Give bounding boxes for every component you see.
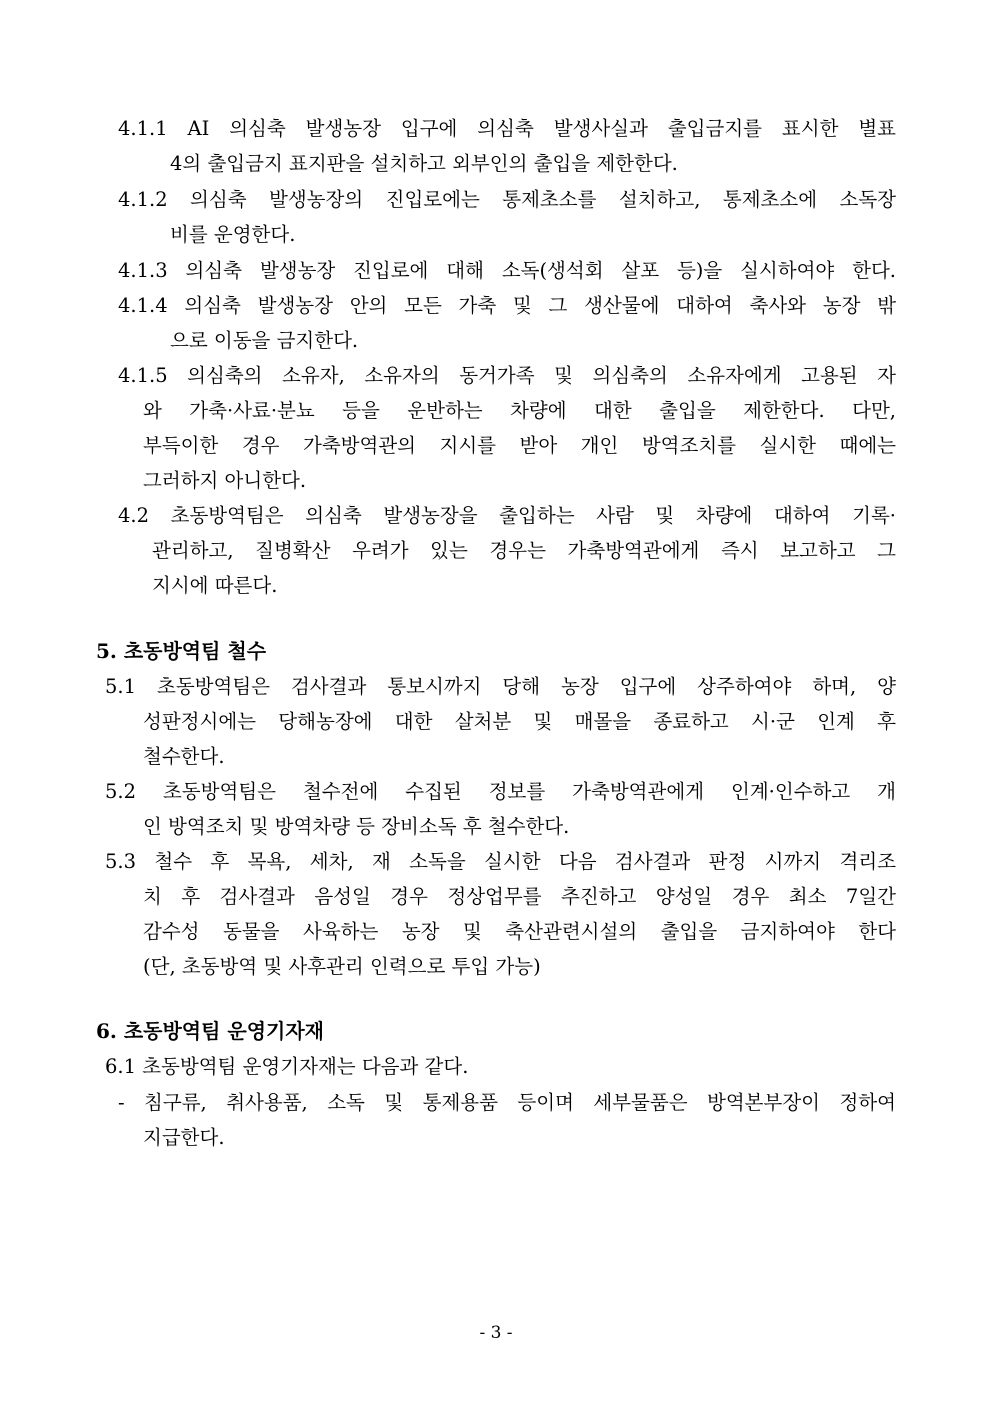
item-5-1-line-2: 성판정시에는 당해농장에 대한 살처분 및 매몰을 종료하고 시·군 인계 후 — [143, 710, 896, 733]
item-4-1-4-line-2: 으로 이동을 금지한다. — [170, 329, 359, 352]
item-5-1-line-3: 철수한다. — [143, 745, 225, 768]
item-4-1-1-line-2: 4의 출입금지 표지판을 설치하고 외부인의 출입을 제한한다. — [170, 152, 678, 175]
item-4-1-1-line-1: 4.1.1 AI 의심축 발생농장 입구에 의심축 발생사실과 출입금지를 표시한 별표 — [118, 117, 896, 140]
item-5-3-line-2: 치 후 검사결과 음성일 경우 정상업무를 추진하고 양성일 경우 최소 7일간 — [143, 885, 896, 908]
item-4-1-3-line-1: 4.1.3 의심축 발생농장 진입로에 대해 소독(생석회 살포 등)을 실시하여야 한다. — [118, 259, 896, 282]
item-4-2-line-3: 지시에 따른다. — [152, 574, 278, 597]
item-6-dash-line-1: - 침구류, 취사용품, 소독 및 통제용품 등이며 세부물품은 방역본부장이 정하여 — [118, 1091, 896, 1114]
item-4-1-5-line-3: 부득이한 경우 가축방역관의 지시를 받아 개인 방역조치를 실시한 때에는 — [143, 434, 896, 457]
section-5-heading: 5. 초동방역팀 철수 — [96, 639, 267, 663]
item-4-2-line-1: 4.2 초동방역팀은 의심축 발생농장을 출입하는 사람 및 차량에 대하여 기록· — [118, 504, 896, 527]
item-4-1-2-line-1: 4.1.2 의심축 발생농장의 진입로에는 통제초소를 설치하고, 통제초소에 소독장 — [118, 188, 896, 211]
item-4-1-4-line-1: 4.1.4 의심축 발생농장 안의 모든 가축 및 그 생산물에 대하여 축사와 농장 밖 — [118, 294, 896, 317]
item-4-1-5-line-4: 그러하지 아니한다. — [143, 469, 307, 492]
item-5-3-line-3: 감수성 동물을 사육하는 농장 및 축산관련시설의 출입을 금지하여야 한다 — [143, 920, 896, 943]
page-number: - 3 - — [479, 1323, 513, 1343]
item-5-2-line-1: 5.2 초동방역팀은 철수전에 수집된 정보를 가축방역관에게 인계·인수하고 개 — [105, 780, 896, 803]
section-6-heading: 6. 초동방역팀 운영기자재 — [96, 1019, 325, 1043]
item-5-1-line-1: 5.1 초동방역팀은 검사결과 통보시까지 당해 농장 입구에 상주하여야 하며, 양 — [105, 675, 896, 698]
item-4-2-line-2: 관리하고, 질병확산 우려가 있는 경우는 가축방역관에게 즉시 보고하고 그 — [152, 539, 896, 562]
item-5-3-line-4: (단, 초동방역 및 사후관리 인력으로 투입 가능) — [143, 955, 541, 978]
item-5-3-line-1: 5.3 철수 후 목욕, 세차, 재 소독을 실시한 다음 검사결과 판정 시까지 격리조 — [105, 850, 896, 873]
item-6-1-line-1: 6.1 초동방역팀 운영기자재는 다음과 같다. — [105, 1055, 469, 1078]
item-5-2-line-2: 인 방역조치 및 방역차량 등 장비소독 후 철수한다. — [143, 815, 570, 838]
item-4-1-5-line-1: 4.1.5 의심축의 소유자, 소유자의 동거가족 및 의심축의 소유자에게 고용된 자 — [118, 364, 896, 387]
item-4-1-2-line-2: 비를 운영한다. — [170, 223, 296, 246]
item-6-dash-line-2: 지급한다. — [143, 1126, 225, 1149]
item-4-1-5-line-2: 와 가축·사료·분뇨 등을 운반하는 차량에 대한 출입을 제한한다. 다만, — [143, 399, 896, 422]
